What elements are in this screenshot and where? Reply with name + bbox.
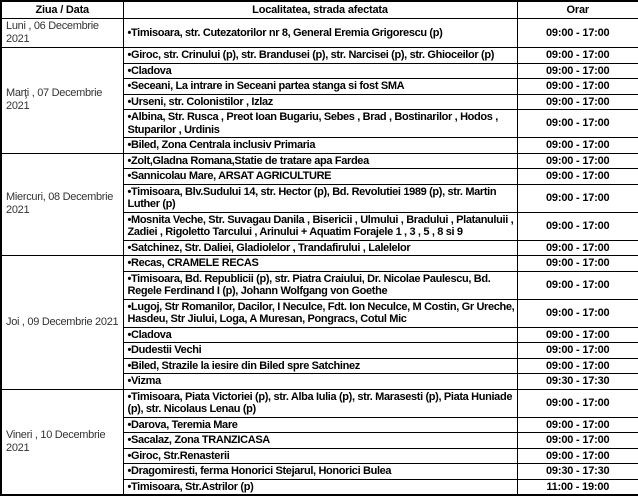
time-cell: 09:00 - 17:00 <box>517 327 638 343</box>
time-cell: 09:00 - 17:00 <box>517 389 638 417</box>
table-row <box>1 153 638 169</box>
time-cell: 09:00 - 17:00 <box>517 169 638 185</box>
location-cell: •Recas, CRAMELE RECAS <box>123 256 517 272</box>
time-cell: 09:00 - 17:00 <box>517 212 638 240</box>
table-row <box>1 48 638 64</box>
time-cell: 09:30 - 17:30 <box>517 374 638 390</box>
time-cell: 09:00 - 17:00 <box>517 448 638 464</box>
time-cell: 09:00 - 17:00 <box>517 48 638 64</box>
table-header-row <box>1 1 638 19</box>
time-cell: 09:00 - 17:00 <box>517 271 638 299</box>
date-cell: Luni , 06 Decembrie 2021 <box>1 19 123 48</box>
table-row <box>1 389 638 417</box>
time-cell: 09:00 - 17:00 <box>517 433 638 449</box>
location-cell: •Timisoara, Bd. Republicii (p), str. Piatra Craiului, Dr. Nicolae Paulescu, Bd. Regele Ferdinand I (p), Johann Wolfgang von Goethe <box>123 271 517 299</box>
table-row <box>1 256 638 272</box>
time-cell: 09:00 - 17:00 <box>517 343 638 359</box>
time-cell: 09:00 - 17:00 <box>517 79 638 95</box>
time-cell: 09:00 - 17:00 <box>517 138 638 154</box>
location-cell: •Darova, Teremia Mare <box>123 417 517 433</box>
time-cell: 09:00 - 17:00 <box>517 184 638 212</box>
date-cell: Miercuri, 08 Decembrie 2021 <box>1 153 123 256</box>
location-cell: •Giroc, str. Crinului (p), str. Brandusei (p), str. Narcisei (p), str. Ghioceilor (p) <box>123 48 517 64</box>
time-cell: 09:00 - 17:00 <box>517 358 638 374</box>
location-cell: •Lugoj, Str Romanilor, Dacilor, I Neculce, Fdt. Ion Neculce, M Costin, Gr Ureche, Hasdeu, Str Jiului, Loga, A Muresan, Pongracs, Cotul Mic <box>123 299 517 327</box>
location-cell: •Biled, Zona Centrala inclusiv Primaria <box>123 138 517 154</box>
location-cell: •Urseni, str. Colonistilor , Izlaz <box>123 94 517 110</box>
location-cell: •Satchinez, Str. Daliei, Gladiolelor , Trandafirului , Lalelelor <box>123 240 517 256</box>
time-cell: 09:00 - 17:00 <box>517 299 638 327</box>
schedule-table-body <box>1 19 638 496</box>
date-cell: Vineri , 10 Decembrie 2021 <box>1 389 123 495</box>
date-cell: Joi , 09 Decembrie 2021 <box>1 256 123 390</box>
time-cell: 09:30 - 17:30 <box>517 464 638 480</box>
header-location: Localitatea, strada afectata <box>123 1 517 19</box>
time-cell: 09:00 - 17:00 <box>517 19 638 48</box>
date-cell: Marţi , 07 Decembrie 2021 <box>1 48 123 154</box>
location-cell: •Giroc, Str.Renasterii <box>123 448 517 464</box>
location-cell: •Biled, Strazile la iesire din Biled spre Satchinez <box>123 358 517 374</box>
header-schedule: Orar <box>517 1 638 19</box>
location-cell: •Zolt,Gladna Romana,Statie de tratare apa Fardea <box>123 153 517 169</box>
time-cell: 09:00 - 17:00 <box>517 110 638 138</box>
location-cell: •Albina, Str. Rusca , Preot Ioan Bugariu, Sebes , Brad , Bostinarilor , Hodos , Stuparilor , Urdinis <box>123 110 517 138</box>
time-cell: 11:00 - 19:00 <box>517 479 638 495</box>
location-cell: •Cladova <box>123 63 517 79</box>
location-cell: •Timisoara, Str.Astrilor (p) <box>123 479 517 495</box>
table-row <box>1 19 638 48</box>
header-day: Ziua / Data <box>1 1 123 19</box>
time-cell: 09:00 - 17:00 <box>517 153 638 169</box>
location-cell: •Vizma <box>123 374 517 390</box>
location-cell: •Seceani, La intrare in Seceani partea stanga si fost SMA <box>123 79 517 95</box>
time-cell: 09:00 - 17:00 <box>517 240 638 256</box>
location-cell: •Dudestii Vechi <box>123 343 517 359</box>
time-cell: 09:00 - 17:00 <box>517 94 638 110</box>
time-cell: 09:00 - 17:00 <box>517 417 638 433</box>
location-cell: •Timisoara, str. Cutezatorilor nr 8, General Eremia Grigorescu (p) <box>123 19 517 48</box>
location-cell: •Sannicolau Mare, ARSAT AGRICULTURE <box>123 169 517 185</box>
location-cell: •Dragomiresti, ferma Honorici Stejarul, Honorici Bulea <box>123 464 517 480</box>
location-cell: •Mosnita Veche, Str. Suvagau Danila , Bisericii , Ulmului , Bradului , Platanuluii , Zadiei , Rigoletto Tarcului , Arinului + Aquatim Forajele 1 , 3 , 5 , 8 si 9 <box>123 212 517 240</box>
time-cell: 09:00 - 17:00 <box>517 63 638 79</box>
location-cell: •Timisoara, Piata Victoriei (p), str. Alba Iulia (p), str. Marasesti (p), Piata Huniade (p), str. Nicolaus Lenau (p) <box>123 389 517 417</box>
time-cell: 09:00 - 17:00 <box>517 256 638 272</box>
location-cell: •Sacalaz, Zona TRANZICASA <box>123 433 517 449</box>
location-cell: •Timisoara, Blv.Sudului 14, str. Hector (p), Bd. Revolutiei 1989 (p), str. Martin Luther (p) <box>123 184 517 212</box>
location-cell: •Cladova <box>123 327 517 343</box>
